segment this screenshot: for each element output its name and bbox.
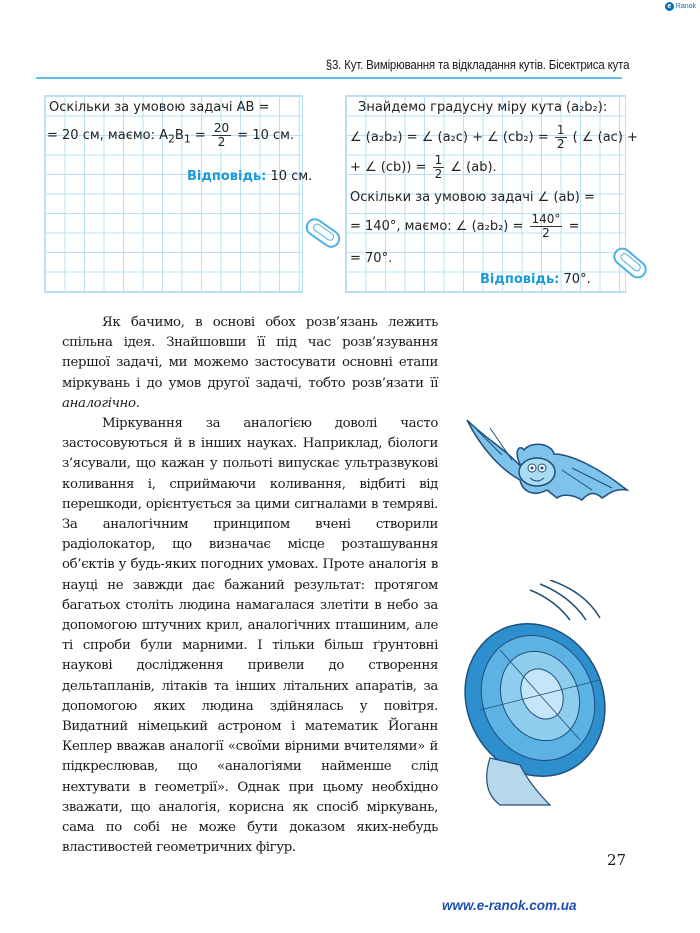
logo-text: Ranok <box>675 3 696 10</box>
box-left-line-2b: B <box>174 128 184 143</box>
solution-box-right <box>345 95 638 293</box>
solution-box-left <box>44 95 313 293</box>
fraction-20-over-2: $\frac{20}{2}$ <box>213 121 230 149</box>
answer-label: Відповідь: <box>187 169 267 184</box>
box-left-answer <box>187 169 312 184</box>
box-right-line-5b: = <box>568 219 580 234</box>
box-left-line-1: Оскільки за умовою задачі AB = <box>49 100 270 115</box>
box-right-line-1: Знайдемо градусну міру кута (a₂b₂): <box>358 100 608 115</box>
fraction-half-2: $\frac{1}{2}$ <box>434 153 443 181</box>
logo-icon: e <box>665 2 674 11</box>
answer-value: 10 см. <box>270 169 313 184</box>
running-header: §3. Кут. Вимірювання та відкладання кутів. Бісектриса кута <box>325 58 630 72</box>
box-left-line-2d: = 10 см. <box>237 128 295 143</box>
box-right-line-3b: ∠ (ab). <box>450 160 497 175</box>
paragraph-2: Міркування за аналогією доволі часто застосовуються й в інших науках. Наприклад, біологи з’ясували, що кажан у польоті випускає ультразвукові коливання і, сприймаючи коливання, відбиті від перешкоди, орієнтується за цими сигналами в темряві. За аналогічним принципом вчені створили радіолокатор, що визначає місце розташування об’єктів у будь-яких погодних умовах. Проте аналогія в науці не завжди дає бажаний результат: протягом багатьох століть людина намагалася злетіти в небо за допомогою штучних крил, аналогічних пташиним, але ті спроби були марними. І тільки більш ґрунтовні наукові дослідження привели до створення дельтапланів, літаків та інших літальних апаратів, за допомогою яких людина здійнялась у повітря. Видатний німецький астроном і математик Йоганн Кеплер вважав аналогії «своїми вірними вчителями» й підкреслював, що «аналогіями найменше слід нехтувати в геометрії». Однак при цьому необхідно зважати, що аналогія, корисна як спосіб міркувань, сама по собі не може бути доказом яких-небудь властивостей геометричних фігур. <box>62 416 438 856</box>
paragraph-1: Як бачимо, в основі обох розв’язань лежить спільна ідея. Знайшовши її під час розв’язування першої задачі, ми можемо застосувати основні етапи міркувань і до умов другої задачі, тобто розв’язати її аналогічно. <box>62 315 438 411</box>
body-text <box>62 313 438 858</box>
box-right-line-5a: = 140°, маємо: ∠ (a₂b₂) = <box>350 219 524 234</box>
publisher-logo <box>665 2 696 11</box>
page-number: 27 <box>607 851 627 869</box>
answer-value: 70°. <box>563 272 591 287</box>
header-divider <box>36 77 622 79</box>
box-right-line-5 <box>350 213 579 240</box>
box-right-line-2 <box>350 124 638 151</box>
box-right-line-2b: ( ∠ (ac) + <box>572 130 638 145</box>
box-right-line-2a: ∠ (a₂b₂) = ∠ (a₂c) + ∠ (cb₂) = <box>350 130 549 145</box>
box-right-answer <box>480 272 591 287</box>
box-left-line-2 <box>47 122 294 149</box>
italic-term: аналогічно <box>62 395 136 411</box>
box-left-line-2c: = <box>190 128 206 143</box>
paperclip-icon <box>302 215 343 252</box>
box-left-sub-2: 1 <box>183 132 191 146</box>
footer-link[interactable]: www.e-ranok.com.ua <box>442 898 577 913</box>
box-left-line-2a: = 20 см, маємо: A <box>47 128 168 143</box>
box-right-line-4: Оскільки за умовою задачі ∠ (ab) = <box>350 190 595 205</box>
box-right-line-3 <box>350 154 497 181</box>
bat-illustration <box>462 410 632 520</box>
box-right-line-3a: + ∠ (cb)) = <box>350 160 427 175</box>
answer-label: Відповідь: <box>480 272 560 287</box>
fraction-140-over-2: $\frac{140^\circ}{2}$ <box>531 212 561 240</box>
box-right-line-6: = 70°. <box>350 251 393 266</box>
box-left-sub-1: 2 <box>168 132 175 146</box>
radar-illustration <box>460 580 620 810</box>
fraction-half-1: $\frac{1}{2}$ <box>556 123 565 151</box>
